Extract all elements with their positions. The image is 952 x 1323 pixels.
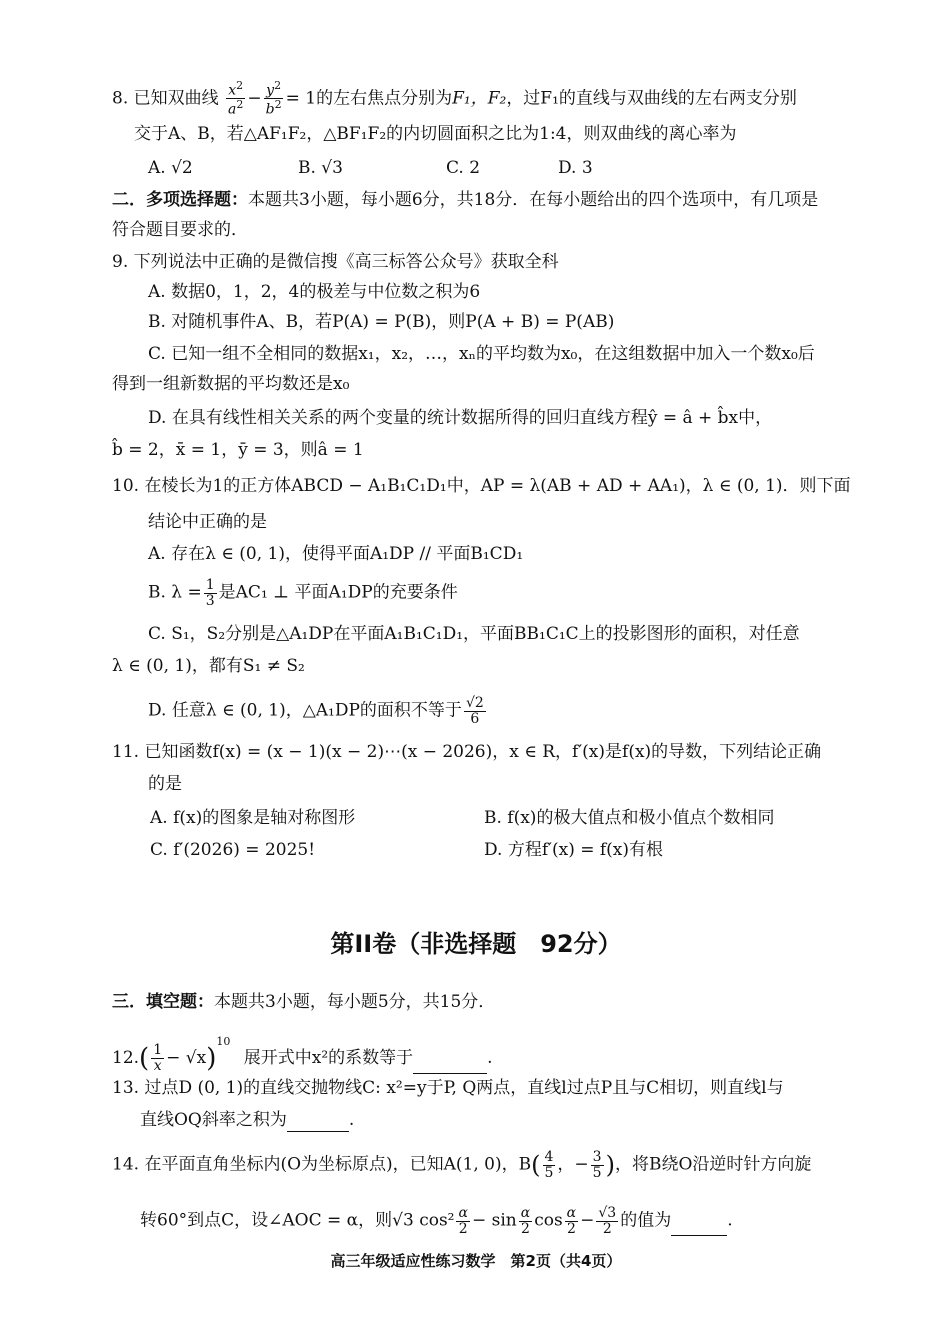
q12-answer-blank[interactable]: [413, 1057, 487, 1074]
q10-option-d: [148, 696, 488, 726]
q10-b-fraction: [204, 578, 217, 608]
q12-frac-den: x: [153, 1058, 162, 1074]
q13-text: 直线OQ斜率之积为: [140, 1110, 287, 1130]
q14-alpha-den-1: 2: [458, 1220, 468, 1237]
q10-b-suffix: 是AC₁ ⊥ 平面A₁DP的充要条件: [218, 582, 458, 603]
q8-line1: 8. 已知双曲线 $\frac{x^2}{a^2}$ − $\frac{y^2}{b^2}$ = 1的左右焦点分别为F₁，F₂，过F₁的直线与双曲线的左右两支分别: [112, 79, 797, 118]
q10-b-num: 1: [205, 577, 215, 593]
q11-option-a: A. f(x)的图象是轴对称图形: [150, 808, 356, 828]
q10-stem2: 结论中正确的是: [148, 512, 267, 532]
q14-half-alpha-1: [456, 1206, 469, 1236]
q10-d-prefix: D. 任意λ ∈ (0, 1)，△A₁DP的面积不等于: [148, 700, 462, 721]
q14-by-fraction: [591, 1150, 604, 1180]
q13-line1: 13. 过点D (0, 1)的直线交抛物线C: x²=y于P, Q两点，直线l过点P且与C相切，则直线l与: [112, 1078, 784, 1098]
q12-number: 12.: [112, 1048, 140, 1068]
q10-d-num: √2: [465, 695, 484, 711]
q10-option-c-line1: C. S₁，S₂分别是△A₁DP在平面A₁B₁C₁D₁，平面BB₁C₁C上的投影图形的面积，对任意: [148, 624, 800, 644]
q8-stem-start: 8. 已知双曲线: [112, 88, 219, 109]
q9-option-c-line1: C. 已知一组不全相同的数据x₁，x₂，…，xₙ的平均数为x₀，在这组数据中加入一个数x₀后: [148, 344, 815, 364]
q14-by-den: 5: [592, 1164, 602, 1181]
q8-stem-mid: 的左右焦点分别为: [316, 88, 453, 109]
q12-fraction: [151, 1043, 164, 1073]
q8-option-d: D. 3: [558, 158, 593, 178]
q14-alpha-den-2: 2: [520, 1220, 530, 1237]
q8-option-a: A. √2: [148, 158, 193, 178]
q10-d-den: 6: [470, 710, 480, 727]
q13-answer-blank[interactable]: [287, 1115, 349, 1132]
q10-d-fraction: [464, 696, 486, 726]
section3-heading: 三．填空题：: [112, 992, 214, 1012]
q14-bx-fraction: [543, 1150, 556, 1180]
q14-expr-start: 转60°到点C，设∠AOC = α，则√3 cos²: [140, 1210, 455, 1231]
q14-by-num: 3: [592, 1149, 602, 1165]
q13-line2: [140, 1108, 354, 1132]
q14-cos: cos: [534, 1210, 563, 1231]
q12-line: 12.( $\frac{1}{x}$ − √x)$^{10}$ 展开式中x²的系数等于 .: [112, 1035, 493, 1074]
q14-alpha-num-2: α: [520, 1205, 531, 1221]
section2-text2: 符合题目要求的．: [112, 220, 248, 240]
q11-option-d: D. 方程f′(x) = f(x)有根: [484, 840, 664, 860]
q9-option-d-line2: b̂ = 2，x̄ = 1，ȳ = 3，则â = 1: [112, 440, 364, 460]
section3-line: [112, 990, 495, 1014]
q14-answer-blank[interactable]: [671, 1219, 727, 1236]
q14-half-alpha-2: [519, 1206, 532, 1236]
section3-text: 本题共3小题，每小题5分，共15分．: [214, 992, 496, 1012]
q14-alpha-den-3: 2: [566, 1220, 576, 1237]
q8-option-b: B. √3: [298, 158, 343, 178]
section2-heading-line: [112, 188, 818, 212]
q10-option-b: [148, 578, 458, 608]
q8-option-c: C. 2: [446, 158, 481, 178]
hyperbola-y-term: $\frac{y^2}{b^2}$: [265, 79, 282, 118]
q12-sqrt-term: − √x: [166, 1048, 207, 1068]
q14-stem-tail: ，将B绕O沿逆时针方向旋: [614, 1154, 812, 1175]
section2-text: 本题共3小题，每小题6分，共18分．在每小题给出的四个选项中，有几项是: [248, 190, 819, 210]
q14-bx-num: 4: [544, 1149, 554, 1165]
q11-stem1: 11. 已知函数f(x) = (x − 1)(x − 2)⋯(x − 2026)，x ∈ R，f′(x)是f(x)的导数，下列结论正确: [112, 742, 822, 762]
q10-b-prefix: B. λ =: [148, 582, 202, 603]
q8-stem-tail: ，过F₁的直线与双曲线的左右两支分别: [506, 88, 797, 109]
q8-line2: 交于A、B，若△AF₁F₂，△BF₁F₂的内切圆面积之比为1:4，则双曲线的离心率为: [134, 124, 737, 144]
q14-line1: 14. 在平面直角坐标内(O为坐标原点)，已知A(1, 0)，B( $\frac{4}{5}$ ，− $\frac{3}{5}$ )，将B绕O沿逆时针方向旋: [112, 1149, 812, 1181]
part2-title: 第II卷（非选择题 92分）: [330, 930, 622, 958]
q12-frac-num: 1: [153, 1042, 163, 1059]
q11-option-b: B. f(x)的极大值点和极小值点个数相同: [484, 808, 775, 828]
q10-option-c-line2: λ ∈ (0, 1)，都有S₁ ≠ S₂: [112, 656, 305, 676]
q10-stem: 10. 在棱长为1的正方体ABCD − A₁B₁C₁D₁中，: [112, 476, 481, 496]
q11-stem2: 的是: [148, 774, 182, 794]
q14-bx-den: 5: [544, 1164, 554, 1181]
q10-option-a: A. 存在λ ∈ (0, 1)，使得平面A₁DP // 平面B₁CD₁: [148, 544, 524, 564]
q12-period: .: [487, 1048, 493, 1068]
q14-root3-half: [596, 1206, 618, 1236]
hyperbola-x-term: $\frac{x^2}{a^2}$: [228, 79, 244, 118]
q9-option-d-line1: D. 在具有线性相关关系的两个变量的统计数据所得的回归直线方程ŷ = â + b̂x中，: [148, 408, 773, 428]
q12-exponent: 10: [216, 1035, 231, 1048]
q14-sin: − sin: [471, 1210, 517, 1231]
q13-period: .: [348, 1110, 355, 1130]
q14-period: .: [727, 1210, 733, 1231]
q11-option-c: C. f′(2026) = 2025!: [150, 840, 316, 860]
q14-half-alpha-3: [565, 1206, 578, 1236]
q12-text: 展开式中x²的系数等于: [243, 1048, 414, 1068]
q14-alpha-num-3: α: [566, 1205, 577, 1221]
q10-vector-eq: AP = λ(AB + AD + AA₁)，λ ∈ (0, 1)．则下面: [480, 476, 851, 496]
q9-option-b: B. 对随机事件A、B，若P(A) = P(B)，则P(A + B) = P(AB): [148, 312, 615, 332]
q14-minus: −: [580, 1210, 595, 1231]
q10-b-den: 3: [205, 592, 215, 609]
q9-stem: 9. 下列说法中正确的是微信搜《高三标答公众号》获取全科: [112, 252, 559, 272]
q9-option-c-line2: 得到一组新数据的平均数还是x₀: [112, 374, 350, 394]
q9-option-a: A. 数据0，1，2，4的极差与中位数之积为6: [148, 282, 481, 302]
q14-by-sign: −: [574, 1154, 589, 1175]
q14-stem: 14. 在平面直角坐标内(O为坐标原点)，已知A(1, 0)，B: [112, 1154, 532, 1175]
q14-line2: [140, 1206, 733, 1236]
page-footer: 高三年级适应性练习数学 第2页（共4页）: [330, 1252, 622, 1270]
q14-r3-den: 2: [602, 1220, 612, 1237]
q14-r3-num: √3: [598, 1205, 617, 1221]
q10-line1: [112, 474, 851, 498]
q8-foci: F₁，F₂: [452, 88, 507, 109]
q14-text: 的值为: [620, 1210, 672, 1231]
section2-heading: 二．多项选择题：: [112, 190, 248, 210]
q14-alpha-num-1: α: [458, 1205, 468, 1221]
